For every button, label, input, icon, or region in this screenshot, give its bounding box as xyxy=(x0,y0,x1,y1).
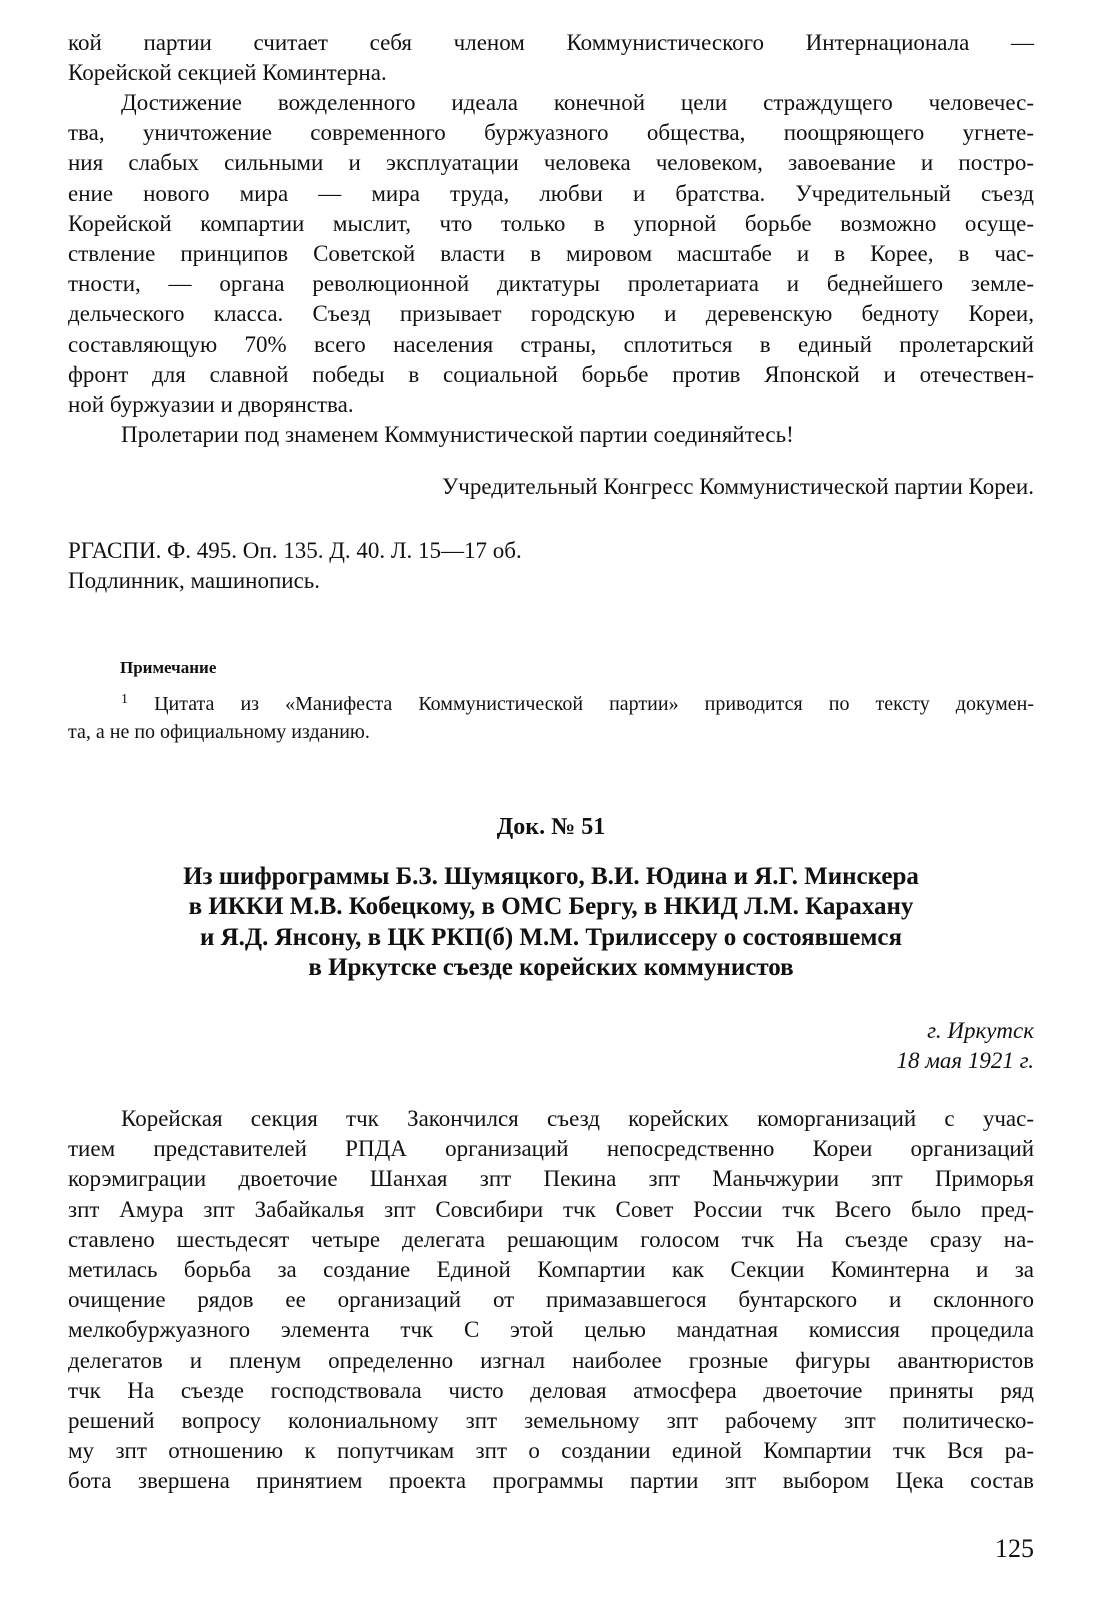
note-body xyxy=(68,690,1034,746)
page-number-text: 125 xyxy=(995,1534,1034,1563)
archive-reference xyxy=(68,536,1034,596)
body-line: тчк На съезде господствовала чисто деловая атмосфера двоеточие приняты ряд xyxy=(68,1377,1034,1403)
note-line xyxy=(68,690,1034,718)
body-line: зпт Амура зпт Забайкалья зпт Совсибири тчк Совет России тчк Всего было пред- xyxy=(68,1196,1034,1222)
text-line: тва, уничтожение современного буржуазного общества, поощряющего угнете- xyxy=(68,120,1034,146)
note-heading xyxy=(120,654,620,682)
text-line: Корейской компартии мыслит, что только в упорной борьбе возможно осуще- xyxy=(68,210,1034,236)
title-line: в ИККИ М.В. Кобецкому, в ОМС Бергу, в НКИД Л.М. Карахану xyxy=(188,893,914,921)
note-line: та, а не по официальному изданию. xyxy=(68,721,370,743)
text-line: Достижение вожделенного идеала конечной цели страждущего человечес- xyxy=(121,90,1034,115)
text-line: составляющую 70% всего населения страны, сплотиться в единый пролетарский xyxy=(68,331,1034,357)
body-line: решений вопросу колониальному зпт земельному зпт рабочему зпт политическо- xyxy=(68,1408,1034,1434)
text-line: тности, — органа революционной диктатуры пролетариата и беднейшего земле- xyxy=(68,271,1034,297)
body-line: Корейская секция тчк Закончился съезд корейских коморганизаций с учас- xyxy=(121,1106,1034,1131)
signature-text: Учредительный Конгресс Коммунистической партии Кореи. xyxy=(442,474,1034,499)
text-line: фронт для славной победы в социальной борьбе против Японской и отечествен- xyxy=(68,361,1034,387)
ideal-paragraph xyxy=(68,88,1034,420)
text-line: ния слабых сильными и эксплуатации человека человеком, завоевание и постро- xyxy=(68,150,1034,176)
archive-line: Подлинник, машинопись. xyxy=(68,568,321,594)
title-line: и Я.Д. Янсону, в ЦК РКП(б) М.М. Трилиссеру о состоявшемся xyxy=(199,923,903,951)
text-line: ствление принципов Советской власти в мировом масштабе и в Корее, в час- xyxy=(68,241,1034,267)
document-title xyxy=(68,862,1034,984)
document-place: г. Иркутск xyxy=(927,1018,1034,1043)
body-line: му зпт отношению к попутчикам зпт о создании единой Компартии тчк Вся ра- xyxy=(68,1438,1034,1464)
note-heading-text: Примечание xyxy=(120,658,217,677)
body-line: делегатов и пленум определенно изгнал наиболее грозные фигуры авантюристов xyxy=(68,1347,1034,1373)
text-line: Корейской секцией Коминтерна. xyxy=(68,60,387,86)
document-date: 18 мая 1921 г. xyxy=(896,1048,1034,1074)
body-line: очищение рядов ее организаций от примазавшегося бунтарского и склонного xyxy=(68,1287,1034,1313)
footnote-marker: 1 xyxy=(121,692,128,707)
slogan-text: Пролетарии под знаменем Коммунистической партии соединяйтесь! xyxy=(121,422,794,447)
continuation-paragraph xyxy=(68,28,1034,88)
body-line: корэмиграции двоеточие Шанхая зпт Пекина зпт Маньчжурии зпт Приморья xyxy=(68,1166,1034,1192)
note-line-text: Цитата из «Манифеста Коммунистической партии» приводится по тексту докумен- xyxy=(154,693,1035,715)
text-line: дельческого класса. Съезд призывает городскую и деревенскую бедноту Кореи, xyxy=(68,301,1034,327)
place-date xyxy=(68,1016,1034,1076)
text-line: кой партии считает себя членом Коммунистического Интернационала — xyxy=(68,30,1034,55)
page-number xyxy=(68,1534,1034,1564)
text-line: ной буржуазии и дворянства. xyxy=(68,392,354,418)
body-line: бота звершена принятием проекта программы партии зпт выбором Цека состав xyxy=(68,1468,1034,1494)
text-line: ение нового мира — мира труда, любви и братства. Учредительный съезд xyxy=(68,180,1034,206)
body-line: ставлено шестьдесят четыре делегата решающим голосом тчк На съезде сразу на- xyxy=(68,1226,1034,1252)
body-line: метилась борьба за создание Единой Компартии как Секции Коминтерна и за xyxy=(68,1257,1034,1283)
document-number xyxy=(68,812,1034,842)
document-number-text: Док. № 51 xyxy=(496,814,606,840)
document-body xyxy=(68,1104,1034,1497)
signature xyxy=(68,472,1034,502)
body-line: тием представителей РПДА организаций непосредственно Кореи организаций xyxy=(68,1136,1034,1162)
body-line: мелкобуржуазного элемента тчк С этой целью мандатная комиссия процедила xyxy=(68,1317,1034,1343)
title-line: в Иркутске съезде корейских коммунистов xyxy=(308,954,794,982)
slogan xyxy=(68,420,1034,450)
archive-line: РГАСПИ. Ф. 495. Оп. 135. Д. 40. Л. 15—17 об. xyxy=(68,538,522,563)
title-line: Из шифрограммы Б.З. Шумяцкого, В.И. Юдина и Я.Г. Минскера xyxy=(183,863,919,890)
